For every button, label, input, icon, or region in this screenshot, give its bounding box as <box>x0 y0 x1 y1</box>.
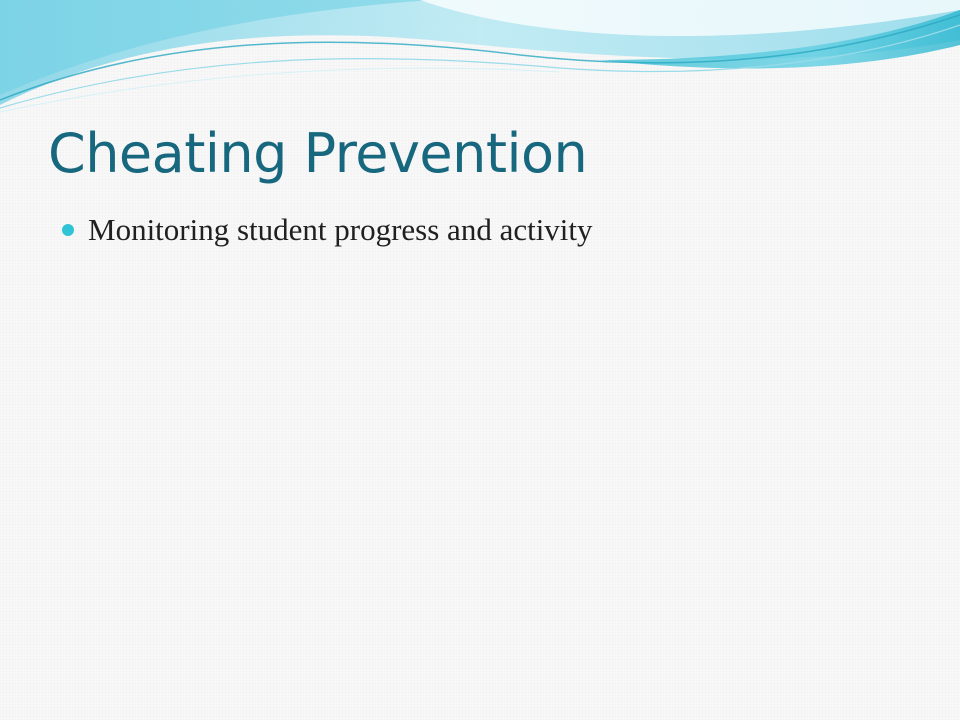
slide-title: Cheating Prevention <box>48 122 588 185</box>
bullet-dot-icon <box>62 224 74 236</box>
bullet-text: Monitoring student progress and activity <box>88 212 593 247</box>
list-item <box>62 208 593 252</box>
header-wave-decoration <box>0 0 960 130</box>
bullet-list <box>62 208 593 252</box>
